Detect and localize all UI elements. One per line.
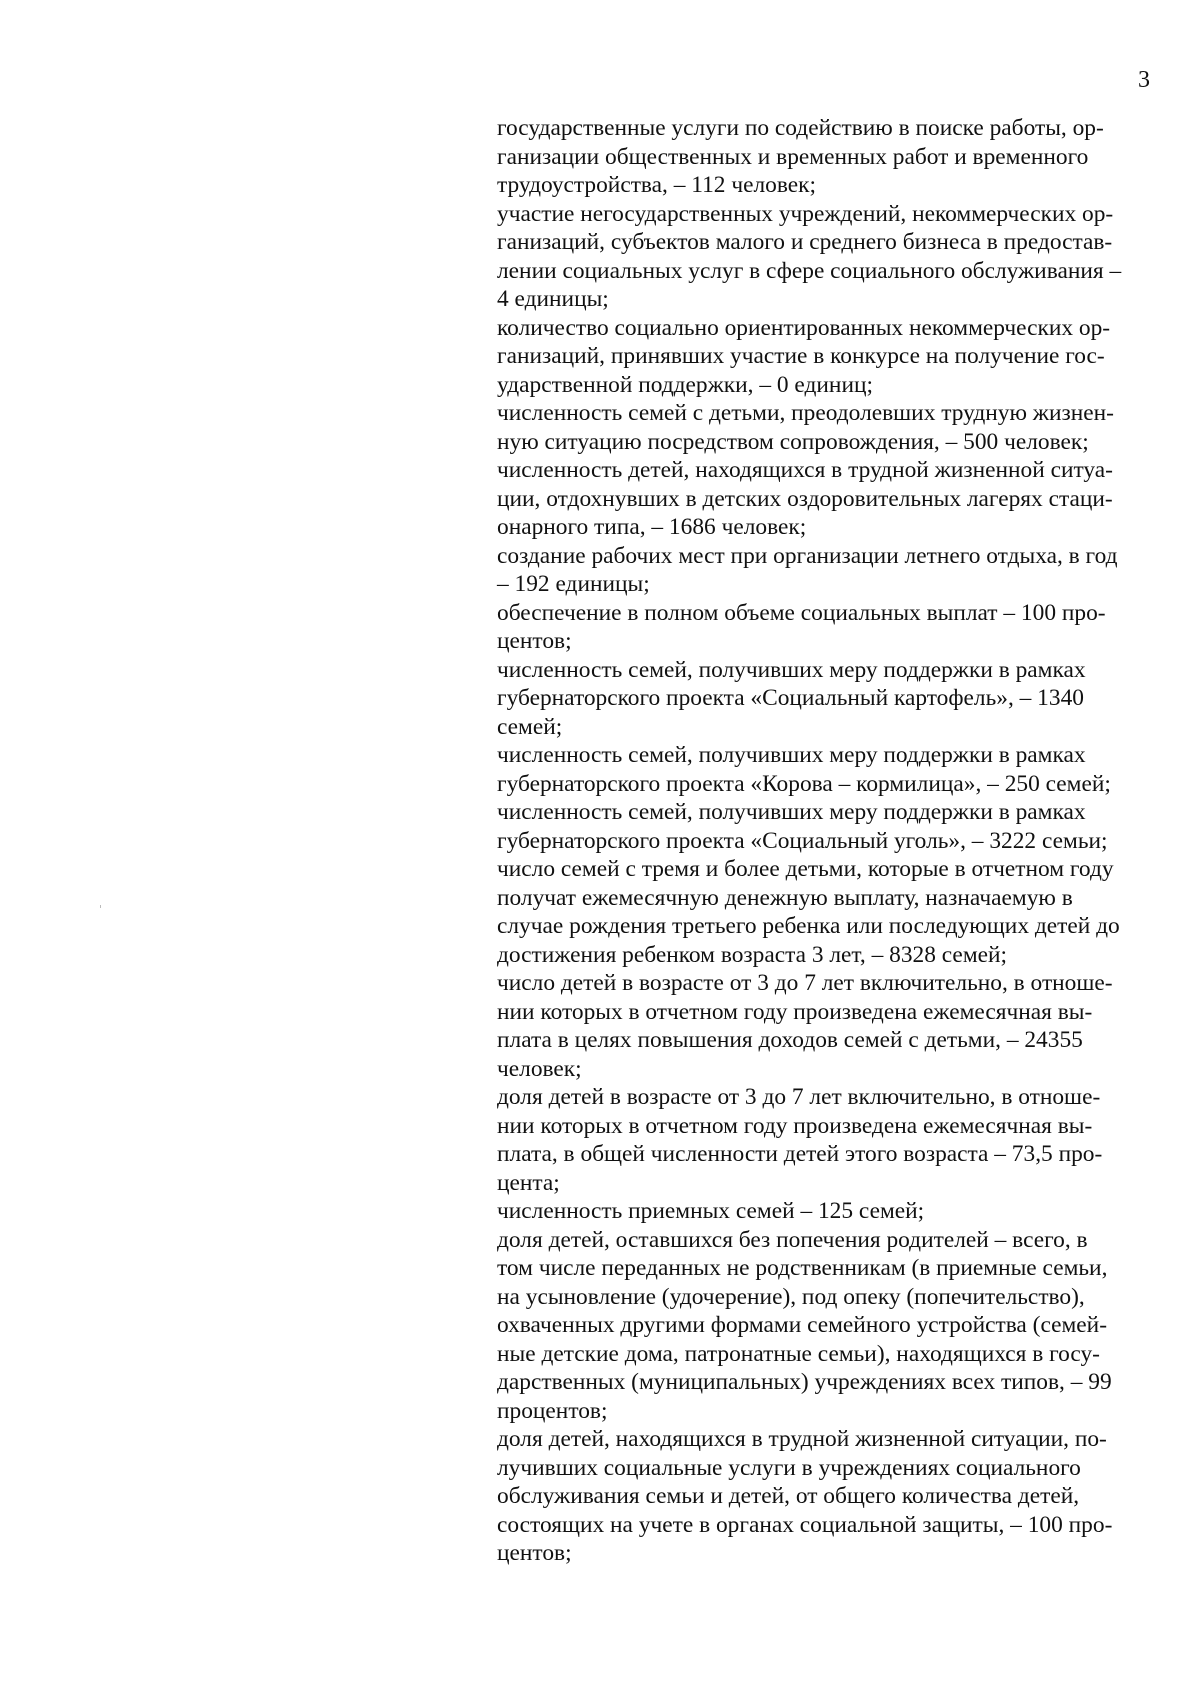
list-item: доля детей, оставшихся без попечения родителей – всего, в том числе переданных не родственникам (в приемные семьи, на усыновление (удочерение), под опеку (попечительство), охваченных другими формами семейного устройства (семей- ные детские дома, патронатные семьи), находящихся в госу- дарственных (муниципальных) учреждениях всех типов, – 99 процентов;: [497, 1226, 1112, 1424]
list-item: обеспечение в полном объеме социальных выплат – 100 про- центов;: [497, 599, 1106, 654]
list-item: создание рабочих мест при организации летнего отдыха, в год – 192 единицы;: [497, 542, 1118, 597]
list-item: количество социально ориентированных некоммерческих ор- ганизаций, принявших участие в конкурсе на получение гос- ударственной поддержки, – 0 единиц;: [497, 314, 1111, 398]
list-item: численность приемных семей – 125 семей;: [497, 1198, 925, 1224]
scan-speck: [100, 905, 101, 908]
list-item: доля детей в возрасте от 3 до 7 лет включительно, в отноше- нии которых в отчетном году произведена ежемесячная вы- плата, в общей численности детей этого возраста – 73,5 про- цента;: [497, 1084, 1103, 1196]
page-number: 3: [1138, 67, 1150, 93]
list-item: доля детей, находящихся в трудной жизненной ситуации, по- лучивших социальные услуги в учреждениях социального обслуживания семьи и детей, от общего количества детей, состоящих на учете в органах социальной защиты, – 100 про- центов;: [497, 1426, 1113, 1566]
list-item: численность детей, находящихся в трудной жизненной ситуа- ции, отдохнувших в детских оздоровительных лагерях стаци- онарного типа, – 1686 человек;: [497, 457, 1113, 540]
list-item: численность семей, получивших меру поддержки в рамках губернаторского проекта «Социальный уголь», – 3222 семьи;: [497, 799, 1108, 854]
list-item: численность семей, получивших меру поддержки в рамках губернаторского проекта «Корова – кормилица», – 250 семей;: [497, 742, 1111, 797]
indicator-list: [497, 114, 1149, 1568]
list-item: число семей с тремя и более детьми, которые в отчетном году получат ежемесячную денежную выплату, назначаемую в случае рождения третьего ребенка или последующих детей до достижения ребенком возраста 3 лет, – 8328 семей;: [497, 856, 1120, 968]
list-item: участие негосударственных учреждений, некоммерческих ор- ганизаций, субъектов малого и среднего бизнеса в предостав- лении социальных услуг в сфере социального обслуживания – 4 единицы;: [497, 200, 1122, 312]
list-item: численность семей с детьми, преодолевших трудную жизнен- ную ситуацию посредством сопровождения, – 500 человек;: [497, 400, 1114, 455]
list-item: число детей в возрасте от 3 до 7 лет включительно, в отноше- нии которых в отчетном году произведена ежемесячная вы- плата в целях повышения доходов семей с детьми, – 24355 человек;: [497, 970, 1113, 1082]
list-item: государственные услуги по содействию в поиске работы, ор- ганизации общественных и временных работ и временного трудоустройства, – 112 человек;: [497, 115, 1104, 198]
list-item: численность семей, получивших меру поддержки в рамках губернаторского проекта «Социальный картофель», – 1340 семей;: [497, 656, 1086, 740]
